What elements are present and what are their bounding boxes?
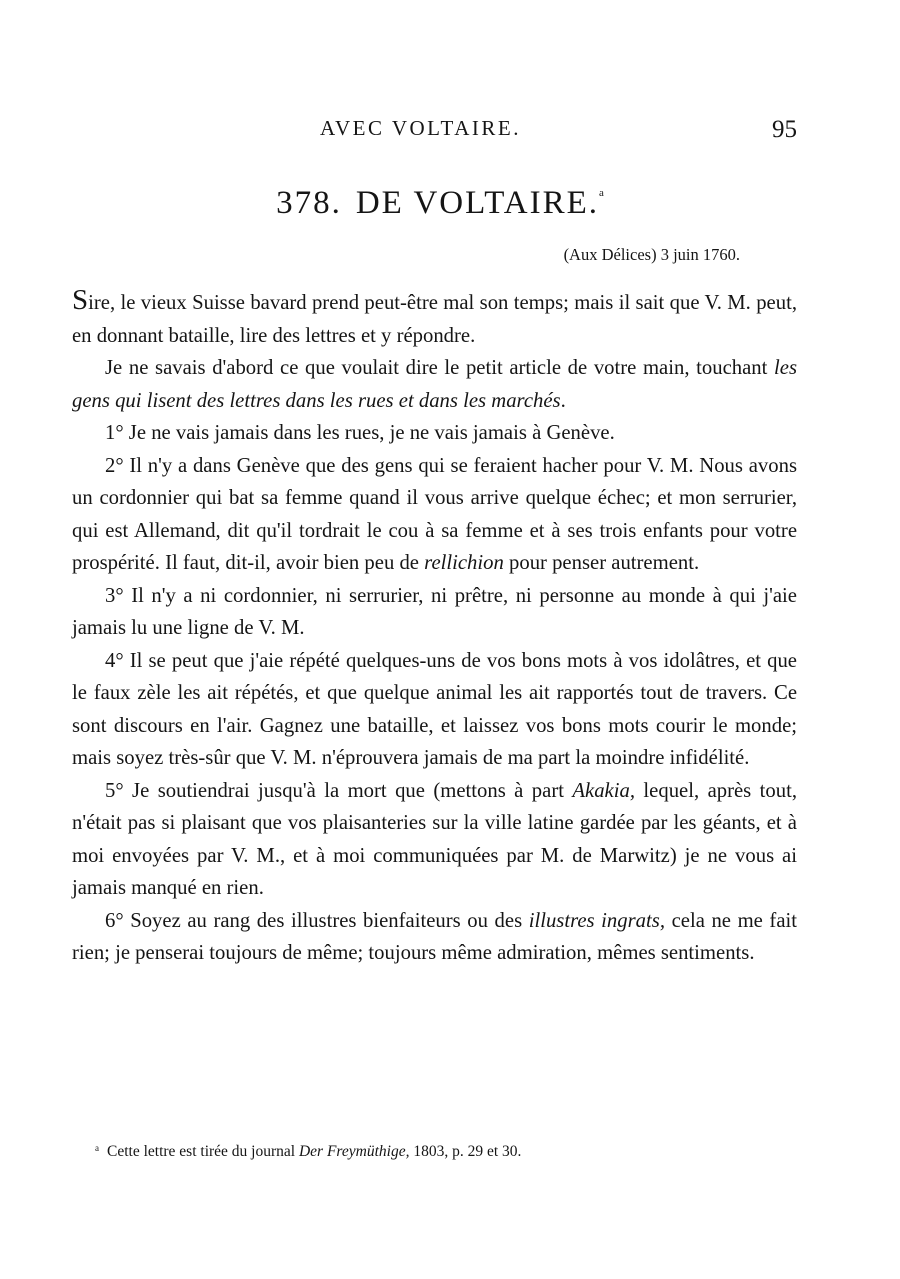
paragraph-7-text: 5° Je soutiendrai jusqu'à la mort que (mettons à part [105, 779, 573, 802]
drop-capital: S [72, 284, 89, 316]
paragraph-2-italic: les gens qui lisent des lettres dans les rues et dans les marchés [72, 357, 797, 412]
footnote [95, 1143, 815, 1161]
paragraph-8-italic: illustres ingrats, [528, 909, 665, 932]
footnote-mark: a [95, 1143, 99, 1153]
footnote-italic: Der Freymüthige, [298, 1143, 410, 1160]
paragraph-2-text: Je ne savais d'abord ce que voulait dire le petit article de votre main, touchant [105, 357, 775, 379]
paragraph-1-text: ire, le vieux Suisse bavard prend peut-être mal son temps; mais il sait que V. M. peut, en donnant bataille, lire des lettres et y répondre. [72, 292, 797, 347]
paragraph-8-end: cela ne me fait rien; je penserai toujours de même; toujours même admiration, mêmes sentiments. [72, 909, 797, 964]
paragraph-7 [72, 775, 797, 905]
paragraph-4-end: pour penser autrement. [503, 552, 700, 574]
running-head [0, 112, 900, 144]
paragraph-8-text: 6° Soyez au rang des illustres bienfaiteurs ou des [105, 909, 529, 932]
paragraph-2 [72, 352, 797, 417]
paragraph-7-italic: Akakia, [572, 779, 635, 802]
page-number: 95 [772, 116, 797, 143]
letter-title: DE VOLTAIRE. [355, 185, 600, 221]
running-title: AVEC VOLTAIRE. [320, 116, 521, 140]
paragraph-4-italic: rellichion [424, 552, 504, 574]
paragraph-6: 4° Il se peut que j'aie répété quelques-uns de vos bons mots à vos idolâtres, et que le faux zèle les ait répétés, et que quelque animal les ait rapportés tout de travers. Ce sont discours en l'air. Gagnez une bataille, et laissez vos bons mots courir le monde; mais soyez très-sûr que V. M. n'éprouvera jamais de ma part la moindre infidélité. [72, 649, 797, 769]
paragraph-8 [72, 905, 797, 970]
footnote-text: Cette lettre est tirée du journal [107, 1143, 299, 1160]
footnote-end: 1803, p. 29 et 30. [409, 1143, 522, 1160]
dateline: (Aux Délices) 3 juin 1760. [563, 245, 740, 264]
paragraph-1 [72, 284, 797, 352]
paragraph-3: 1° Je ne vais jamais dans les rues, je ne vais jamais à Genève. [105, 422, 615, 444]
paragraph-2-end: . [560, 389, 566, 412]
paragraph-7-end: lequel, après tout, n'était pas si plaisant que vos plaisanteries sur la ville latine gardée par les géants, et à moi envoyées par V. M., et à moi communiquées par M. de Marwitz) je ne vous ai jamais manqué en rien. [72, 779, 797, 899]
letter-body [72, 284, 797, 970]
paragraph-4-text: 2° Il n'y a dans Genève que des gens qui se feraient hacher pour V. M. Nous avons un cordonnier qui bat sa femme quand il vous arrive quelque échec; et mon serrurier, qui est Allemand, dit qu'il tordrait le cou à sa femme et à ses trois enfants pour votre prospérité. Il faut, dit-il, avoir bien peu de [72, 454, 797, 574]
letter-heading [0, 185, 880, 222]
paragraph-5: 3° Il n'y a ni cordonnier, ni serrurier, ni prêtre, ni personne au monde à qui j'aie jamais lu une ligne de V. M. [72, 584, 797, 639]
letter-number: 378. [276, 185, 342, 221]
paragraph-4 [72, 450, 797, 580]
footnote-reference: a [599, 187, 604, 199]
